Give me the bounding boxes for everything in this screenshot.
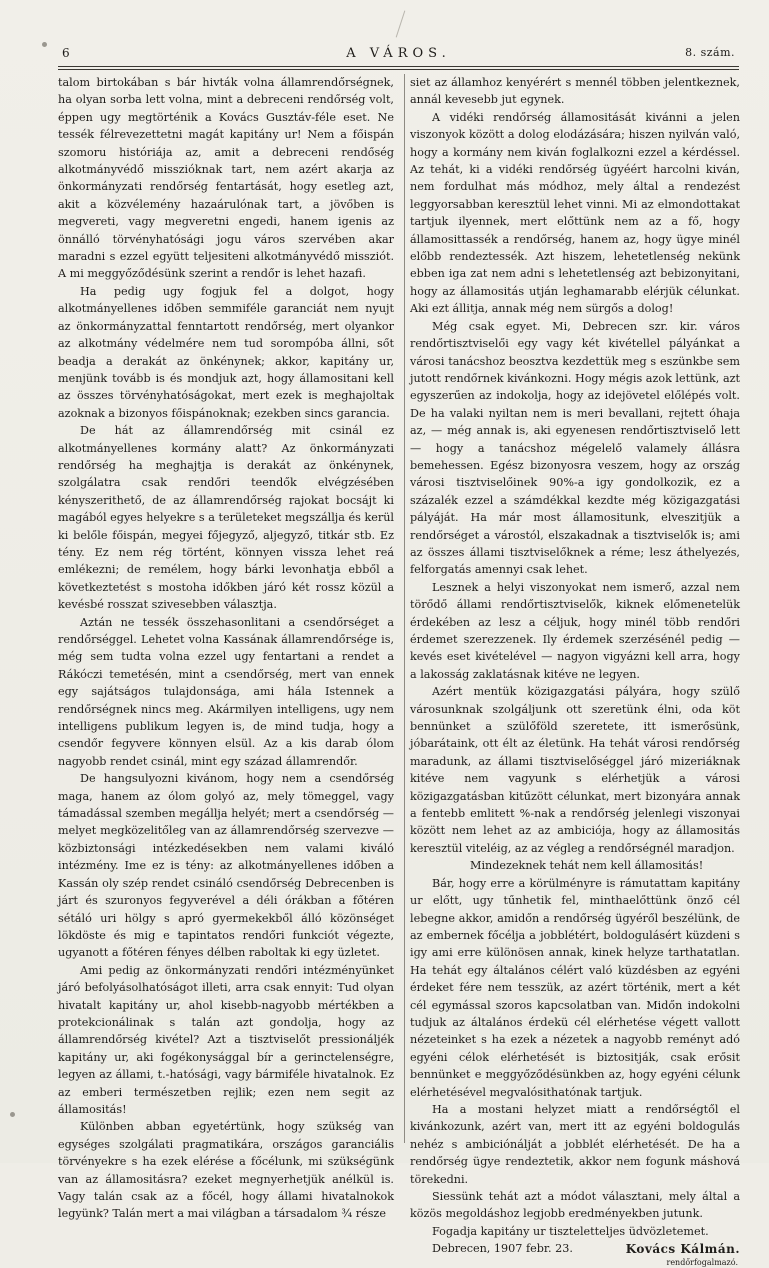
dateline: Debrecen, 1907 febr. 23.	[432, 1242, 573, 1256]
paragraph: A vidéki rendőrség államositását kivánni a jelen viszonyok között a dolog elodázására; hiszen nyilván való, hogy a kormány nem kiván foglalkozni ezzel a kérdéssel. Az tehát, ki a vidéki rendőrség ügyéért harcolni kiván, nem fordulhat más módhoz, mely által a rendezést leggyorsabban keresztül lehet vinni. Mi az elmondottakat tartjuk ilyennek, mert előttünk nem az a fő, hogy államosittassék a rendőrség, hanem az, hogy ügye minél előbb rendeztessék. Azt hiszem, lehetetlenség nekünk ebben iga zat nem adni s lehetetlenség azt bebizonyitani, hogy az államositás utján leghamarabb elérjük célunkat. Aki ezt állitja, annak még nem sürgős a dolog!	[410, 110, 740, 316]
paragraph: Bár, hogy erre a körülményre is rámutattam kapitány ur előtt, ugy tűnhetik fel, minthaelőttünk önző cél lebegne akkor, amidőn a rendőrség ügyéről beszélünk, de az embernek főcélja a jobblétért, boldogulásért küzdeni s igy ami erre különösen annak, kinek helyze tarthatatlan. Ha tehát egy általános célért való küzdésben az egyéni érdeket fére nem tesszük, az azért történik, mert a két cél egymással szoros kapcsolatban van. Midőn indokolni tudjuk az általános érdekü cél elérhetése végett vallott nézeteinket s ha ezek a nézetek a nagyobb reményt adó egyéni célok elérhetését is biztositják, csak erősit bennünket e meggyőződésünkben az, hogy egyéni célunk elérhetésével megvalósithatónak tartjuk.	[410, 876, 740, 1099]
paragraph: Még csak egyet. Mi, Debrecen szr. kir. város rendőrtisztviselői egy vagy két kivétellel pályánkat a városi tanácshoz beosztva kezdettük meg s eszünkbe sem jutott rendőrnek kivánkozni. Hogy mégis azok lettünk, azt egyszerűen az indokolja, hogy az idejövetel előlépés volt. De ha valaki nyiltan nem is meri bevallani, rejtett óhaja az, — még annak is, aki egyenesen rendőrtisztviselő lett — hogy a tanácshoz mégelelő valamely állásra bemehessen. Egész bizonyosra veszem, hogy az ország városi tisztviselőinek 90%-a igy gondolkozik, ez a százalék ezzel a számdékkal kezdte még közigazgatási pályáját. Ha már most államositunk, elveszitjük a rendőrséget a várostól, elszakadnak a tisztviselők is; ami az összes állami tisztviselőknek a réme; lesz áthelyezés, felforgatás amennyi csak lehet.	[410, 319, 740, 577]
pencil-mark	[396, 11, 406, 38]
paragraph: Ami pedig az önkormányzati rendőri intézményünket járó befolyásolhatóságot illeti, arra csak ennyit: Tud olyan hivatalt kapitány ur, ahol kisebb-nagyobb mértékben a protekcionálinak s talán azt gondolja, hogy az államrendőrség kivétel? Azt a tisztviselőt pressionáljék kapitány ur, aki fogékonysággal bír a gerinctelenségre, legyen az állami, t.-hatósági, vagy bármiféle hivatalnok. Ez az emberi természetben rejlik; ezen nem segit az államositás!	[58, 963, 394, 1116]
page-speck	[10, 1112, 15, 1117]
paragraph: De hangsulyozni kivánom, hogy nem a csendőrség maga, hanem az ólom golyó az, mely tömeggel, vagy támadással szemben megállja helyét; mert a csendőrség — melyet megközelitőleg van az államrendőrség szervezve — közbiztonsági intézkedésekben nem valami kiváló intézmény. Ime ez is tény: az alkotmányellenes időben a Kassán oly szép rendet csináló csendőrség Debrecenben is járt és szuronyos fegyverével a déli órákban a főtéren sétáló uri hölgy s apró gyermekekből álló közönséget lökdöste és mig e tapintatos rendőri funkciót végezte, ugyanott a főtéren fényes délben raboltak ki egy üzletet.	[58, 772, 394, 960]
paragraph: Ha pedig ugy fogjuk fel a dolgot, hogy alkotmányellenes időben semmiféle garanciát nem nyujt az önkormányzattal fenntartott rendőrség, mert olyankor az alkotmány védelmére nem tud sorompóba állni, sőt beadja a derakát az önkénynek; akkor, kapitány ur, menjünk tovább is és mondjuk azt, hogy államositani kell az összes törvényhatóságokat, mert ezek is meghajoltak azoknak a bizonyos főispánoknak; ezekben sincs garancia.	[58, 284, 394, 420]
paragraph: siet az államhoz kenyérért s mennél többen jelentkeznek, annál kevesebb jut egynek.	[410, 76, 740, 107]
signature-role: rendőrfogalmazó.	[666, 1258, 738, 1268]
paragraph: Aztán ne tessék összehasonlitani a csendőrséget a rendőrséggel. Lehetet volna Kassának államrendőrsége is, még sem tudta volna ezzel ugy fentartani a rendet a Rákóczi temetésén, mint a csendőrség, mert van ennek egy sajátságos tulajdonsága, ami hála Istennek a rendőrségnek nincs meg. Akármilyen intelligens, ugy nem intelligens publikum legyen is, de mind tudja, hogy a csendőr fegyvere könnyen elsül. Az a kis darab ólom nagyobb rendet csinál, mint egy század államrendőr.	[58, 615, 394, 768]
paragraph: Siessünk tehát azt a módot választani, mely által a közös megoldáshoz legjobb eredményekben jutunk.	[410, 1190, 740, 1221]
paragraph: Azért mentük közigazgatási pályára, hogy szülő városunknak szolgáljunk ott szeretünk élni, oda köt bennünket a szülőföld szeretete, itt ismerősünk, jóbarátaink, ott élt az életünk. Ha tehát városi rendőrség maradunk, az állami tisztviselőséggel járó mizeriáknak kitéve nem vagyunk s elérhetjük a városi közigazgatásban kitűzött célunkat, mert bizonyára annak a fentebb emlitett %-nak a rendőrség jelenlegi viszonyai között nem lehet az az ambiciója, hogy az államositás keresztül viteléig, az az végleg a rendőrségnél maradjon.	[410, 685, 740, 855]
paragraph: talom birtokában s bár hivták volna államrendőrségnek, ha olyan sorba lett volna, mint a debreceni rendőrség volt, éppen ugy megtörténik a Kovács Gusztáv-féle eset. Ne tessék félrevezettetni magát kapitány ur! Nem a főispán szomoru históriája az, amit a debreceni rendőség alkotmányvédő misszióknak tart, nem azért akarja az önkormányzati rendőrség fentartását, hogy esetleg azt, akit a közvélemény hazaárulónak tart, a jövőben is megvereti, vagy megveretni engedi, hanem igenis az önnálló törvényhatósági jogu város szervében akar maradni s ezzel együtt teljesiteni alkotmányvédő missziót. A mi meggyőződésünk szerint a rendőr is lehet hazafi.	[58, 76, 394, 281]
newspaper-title: A VÁROS.	[346, 46, 451, 61]
page-number: 6	[62, 46, 71, 60]
page-speck	[42, 42, 47, 47]
paragraph: Mindezeknek tehát nem kell államositás!	[470, 859, 704, 873]
signature-name: Kovács Kálmán.	[625, 1241, 740, 1256]
page-header	[58, 46, 739, 66]
issue-number: 8. szám.	[685, 46, 735, 59]
left-column	[58, 74, 394, 1223]
paragraph: Lesznek a helyi viszonyokat nem ismerő, azzal nem törődő állami rendőrtisztviselők, kiknek előmenetelük érdekében az lesz a céljuk, hogy minél több rendőri érdemet szerezzenek. Ily érdemek szerzésénél pedig — kevés eset kivételével — nagyon vigyázni kell arra, hogy a lakosság zaklatásnak kitéve ne legyen.	[410, 580, 740, 681]
header-rule	[58, 66, 739, 70]
column-divider	[404, 74, 405, 1143]
paragraph: Különben abban egyetértünk, hogy szükség van egységes szolgálati pragmatikára, országos garanciális törvényekre s ha ezek elérése a főcélunk, mi szükségünk van az államositásra? ezeket megnyerhetjük anélkül is. Vagy talán csak az a főcél, hogy állami hivatalnokok legyünk? Talán mert a mai világban a társadalom ¾ része	[58, 1120, 394, 1221]
closing-line: Fogadja kapitány ur tiszteletteljes üdvözletemet.	[432, 1224, 709, 1238]
paragraph: Ha a mostani helyzet miatt a rendőrségtől el kivánkozunk, azért van, mert itt az egyéni boldogulás nehéz s ambiciónálját a jobblét elérhetését. De ha a rendőrség ügye rendeztetik, akkor nem fogunk máshová törekedni.	[410, 1102, 740, 1186]
paragraph: De hát az államrendőrség mit csinál ez alkotmányellenes kormány alatt? Az önkormányzati rendőrség ha meghajtja is derakát az önkénynek, szolgálatra csak rendőri teendők elvégzésében kényszerithető, de az államrendőrség rajokat bocsájt ki magából egyes helyekre s a területeket megszállja és kerül ki belőle főispán, megyei főjegyző, aljegyző, titkár stb. Ez tény. Ez nem rég történt, könnyen vissza lehet reá emlékezni; de remélem, hogy bárki levonhatja ebből a következtetést s mostoha időkben járó két rossz közül a kevésbé rosszat szivesebben választja.	[58, 424, 394, 612]
right-column	[410, 74, 740, 1268]
